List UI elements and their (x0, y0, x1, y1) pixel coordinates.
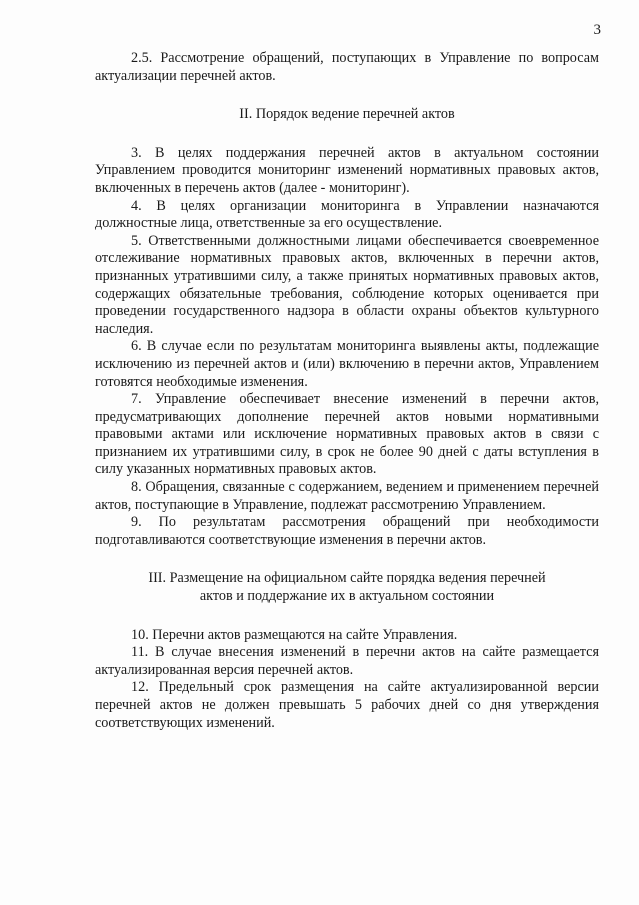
paragraph-9: 9. По результатам рассмотрения обращений при необходимости подготавливаются соответствующие изменения в перечни актов. (95, 514, 599, 548)
section-3-heading-line-2: актов и поддержание их в актуальном состоянии (199, 588, 495, 605)
paragraph-7: 7. Управление обеспечивает внесение изменений в перечни актов, предусматривающих дополнение перечней актов новыми нормативными правовыми актами или исключение нормативных правовых актов в связи с признанием их утратившими силу, в срок не более 90 дней с даты вступления в силу указанных нормативных правовых актов. (95, 391, 599, 478)
paragraph-4: 4. В целях организации мониторинга в Управлении назначаются должностные лица, ответственные за его осуществление. (95, 197, 599, 232)
section-3-heading-line-1: III. Размещение на официальном сайте порядка ведения перечней (148, 570, 546, 587)
paragraph-3: 3. В целях поддержания перечней актов в актуальном состоянии Управлением проводится мониторинг изменений нормативных правовых актов, включенных в перечень актов (далее - мониторинг). (95, 144, 599, 196)
document-body (95, 50, 599, 732)
paragraph-12: 12. Предельный срок размещения на сайте актуализированной версии перечней актов не должен превышать 5 рабочих дней со дня утверждения соответствующих изменений. (95, 679, 599, 731)
paragraph-2-5: 2.5. Рассмотрение обращений, поступающих в Управление по вопросам актуализации перечней актов. (95, 50, 599, 84)
page-number: 3 (593, 22, 601, 38)
paragraph-5: 5. Ответственными должностными лицами обеспечивается своевременное отслеживание нормативных правовых актов, включенных в перечни актов, признанных утратившими силу, а также принятых нормативных правовых актов, содержащих обязательные требования, соблюдение которых оценивается при проведении государственного надзора в области охраны объектов культурного наследия. (95, 232, 599, 337)
paragraph-11: 11. В случае внесения изменений в перечни актов на сайте размещается актуализированная версия перечней актов. (95, 644, 599, 678)
section-3-heading (95, 570, 599, 605)
section-2-heading: II. Порядок ведение перечней актов (239, 106, 455, 123)
paragraph-6: 6. В случае если по результатам мониторинга выявлены акты, подлежащие исключению из перечней актов и (или) включению в перечни актов, Управлением готовятся необходимые изменения. (95, 338, 599, 390)
paragraph-8: 8. Обращения, связанные с содержанием, ведением и применением перечней актов, поступающие в Управление, подлежат рассмотрению Управлением. (95, 479, 599, 513)
paragraph-10: 10. Перечни актов размещаются на сайте Управления. (131, 626, 458, 643)
